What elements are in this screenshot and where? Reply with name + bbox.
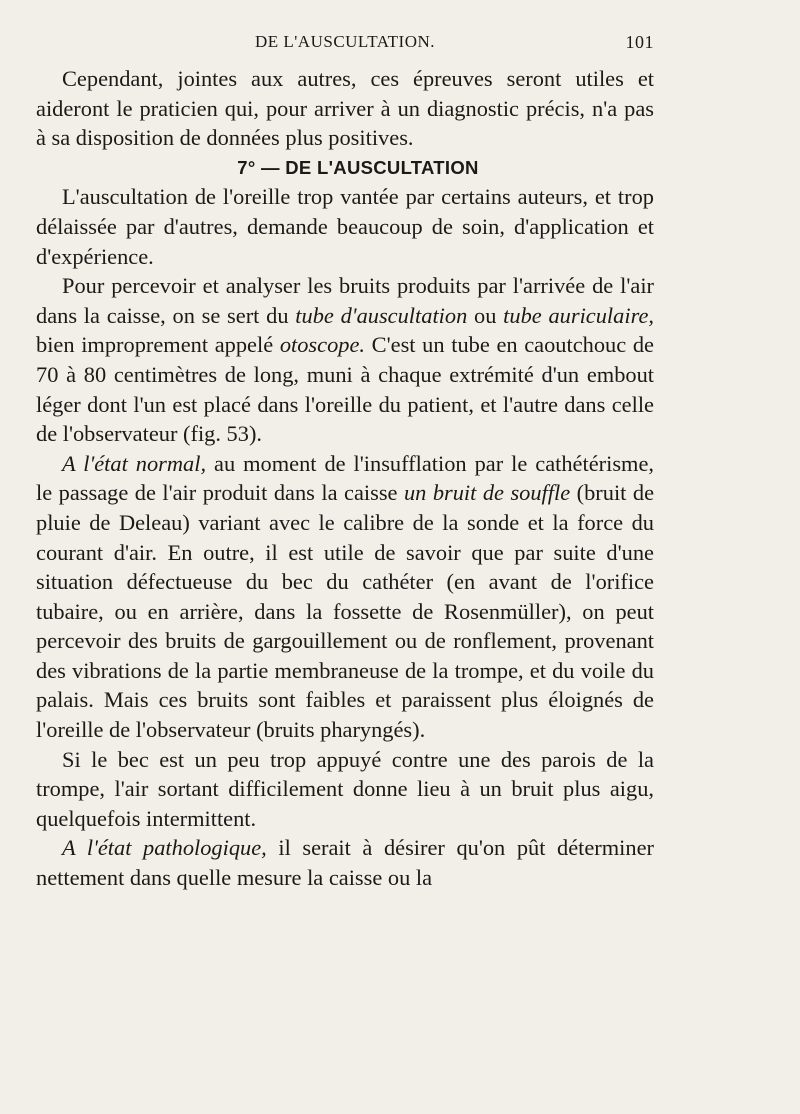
italic-term: A l'état pathologique,: [62, 835, 267, 861]
page-number: 101: [625, 32, 654, 52]
italic-term: otoscope.: [279, 332, 366, 358]
text-run: (bruit de pluie de Deleau) variant avec le calibre de la sonde et la force du courant d'air. En outre, il est utile de savoir que par suite d'une situation défectueuse du bec du cathéter (en avant de l'orifice tubaire, ou en arrière, dans la fossette de Rosenmüller), on peut percevoir des bruits de gargouillement ou de ronflement, provenant des vibrations de la partie membraneuse de la trompe, et du voile du palais. Mais ces bruits sont faibles et paraissent plus éloignés de l'oreille de l'observateur (bruits pharyngés).: [36, 480, 655, 743]
text-run: au moment de l'insufflation par le cathétérisme, le passage de l'air produit dans la caisse: [36, 450, 654, 506]
italic-term: tube d'auscultation: [295, 302, 468, 328]
text-run: bien improprement appelé: [36, 332, 280, 358]
text-run: ou: [467, 302, 504, 328]
paragraph-continuation: [36, 64, 654, 153]
italic-term: tube auriculaire,: [503, 302, 654, 328]
text-run: Pour percevoir et analyser les bruits produits par l'arrivée de l'air dans la caisse, on se sert du: [36, 273, 654, 328]
body-text: [36, 64, 654, 893]
paragraph-tube: [36, 271, 654, 449]
running-header: [36, 30, 654, 56]
italic-term: A l'état normal,: [62, 450, 207, 476]
paragraph-auscultation-intro: [36, 182, 654, 271]
paragraph-text: L'auscultation de l'oreille trop vantée par certains auteurs, et trop délaissée par d'autres, demande beaucoup de soin, d'application et d'expérience.: [36, 184, 654, 269]
paragraph-text: Si le bec est un peu trop appuyé contre une des parois de la trompe, l'air sortant difficilement donne lieu à un bruit plus aigu, quelquefois intermittent.: [36, 746, 654, 831]
paragraph-text: Cependant, jointes aux autres, ces épreuves seront utiles et aideront le praticien qui, pour arriver à un diagnostic précis, n'a pas à sa disposition de données plus positives.: [36, 66, 654, 151]
running-title: DE L'AUSCULTATION.: [254, 32, 436, 51]
text-run: C'est un tube en caoutchouc de 70 à 80 centimètres de long, muni à chaque extrémité d'un embout léger dont l'un est placé dans l'oreille du patient, et l'autre dans celle de l'observateur (fig. 53).: [36, 332, 654, 447]
section-heading: 7° — DE L'AUSCULTATION: [237, 156, 479, 178]
paragraph-bec: [36, 745, 654, 834]
text-run: il serait à désirer qu'on pût déterminer nettement dans quelle mesure la caisse ou la: [36, 835, 654, 891]
paragraph-normal-state: [36, 449, 654, 745]
paragraph-pathological: [36, 833, 654, 892]
italic-term: un bruit de souffle: [403, 480, 571, 506]
